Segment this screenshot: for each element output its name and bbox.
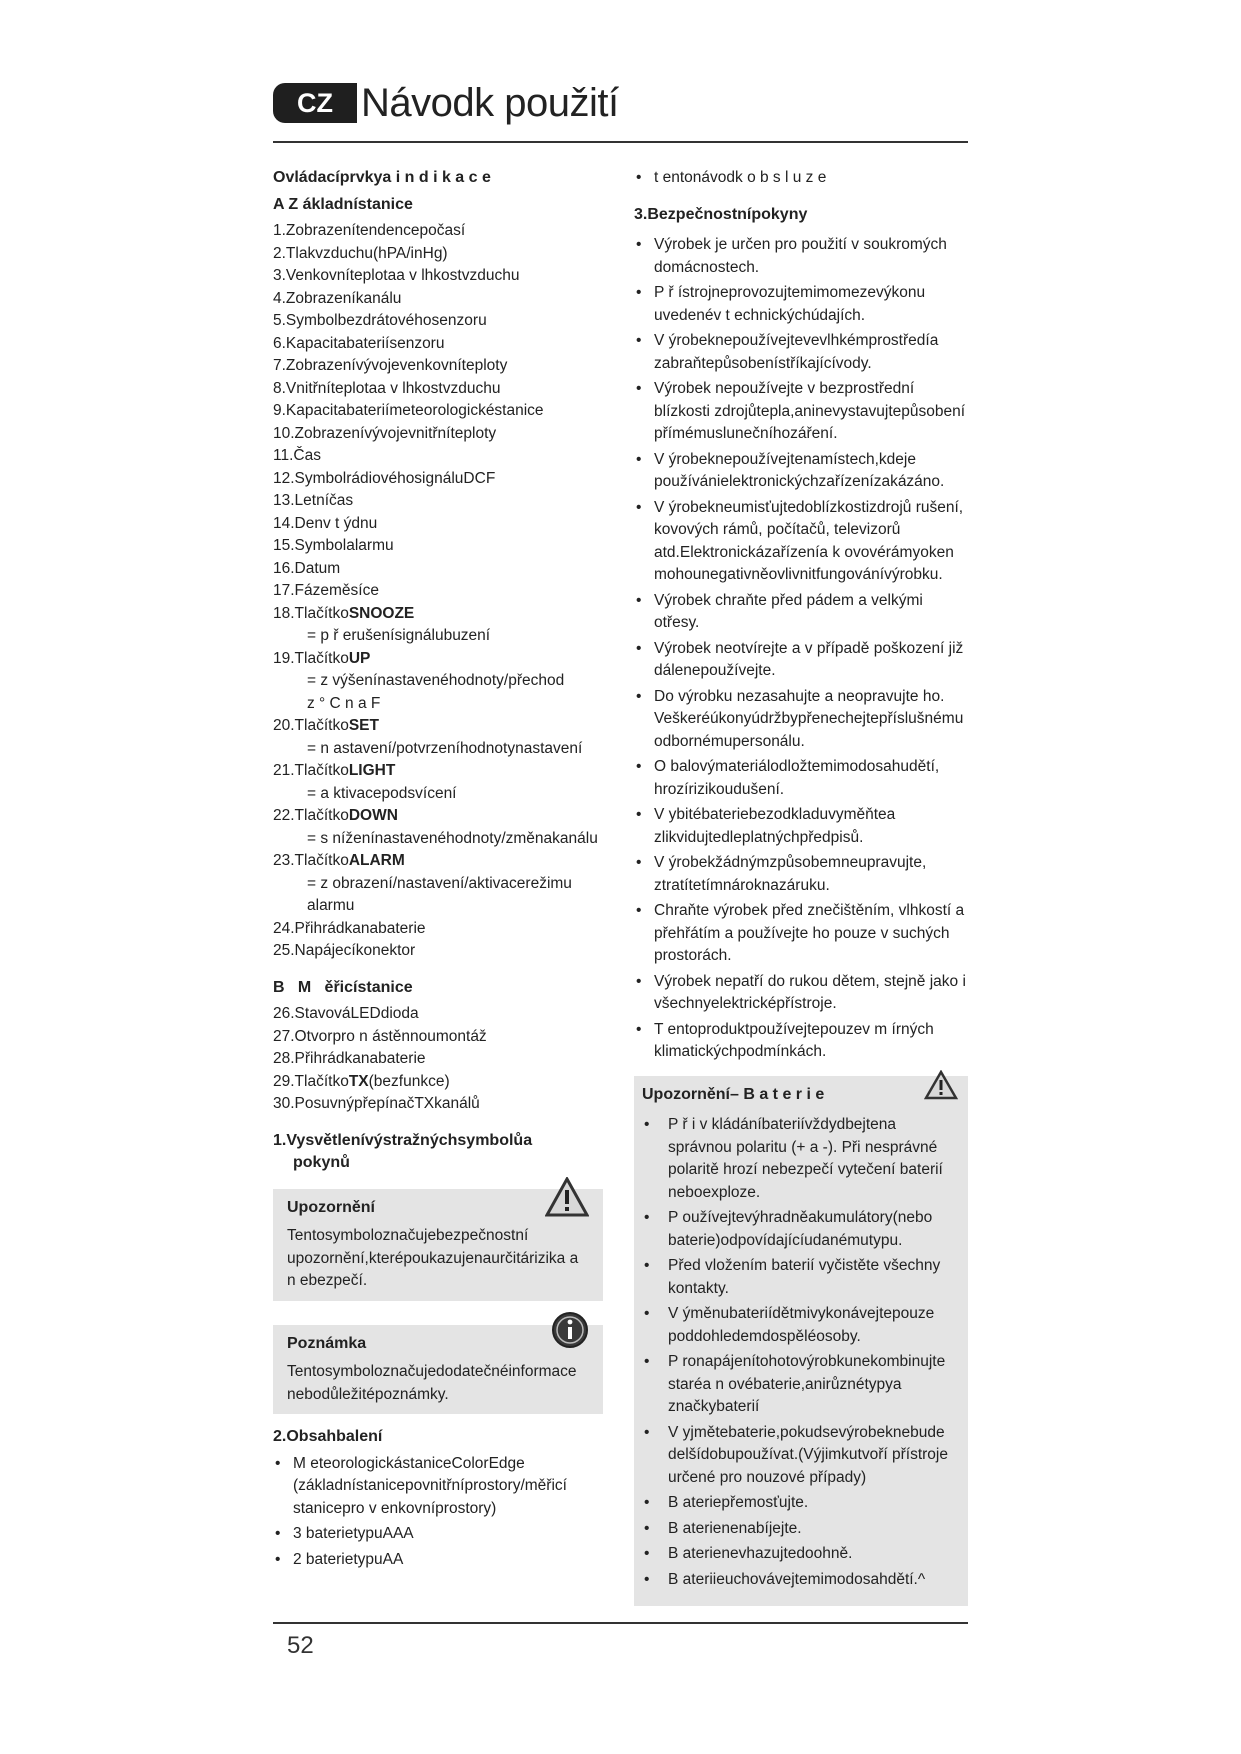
list-item: 9.Kapacitabateriímeteorologickéstanice [273,402,544,419]
list-item: • M eteorologickástaniceColorEdge (základnístanicepovnitřníprostory/měřicí stanicepro v enkovníprostory) [273,1453,603,1521]
warning-title: Upozornění [287,1198,375,1216]
list-item: 5.Symbolbezdrátovéhosenzoru [273,312,487,329]
list-item: • B ateriepřemosťujte. [642,1492,958,1515]
list-item: • Výrobek nepoužívejte v bezprostřední blízkosti zdrojůtepla,aninevystavujtepůsobení přímémuslunečníhozáření. [634,378,968,446]
button-item-alarm: 23.TlačítkoALARM [273,852,405,869]
page-number: 52 [287,1632,314,1659]
list-item: • V ybitébateriebezodkladuvyměňtea zlikvidujtedleplatnýchpředpisů. [634,804,968,849]
page-header [273,82,619,124]
battery-warning-title: Upozornění– B a t e r i e [642,1085,825,1103]
header-rule [273,141,968,143]
list-item: • T entoproduktpoužívejtepouzev m írných klimatickýchpodmínkách. [634,1019,968,1064]
list-item: • Do výrobku nezasahujte a neopravujte ho. Veškeréúkonyúdržbypřenechejtepříslušnému odbornémupersonálu. [634,686,968,754]
button-desc: = s níženínastavenéhodnoty/změnakanálu [307,829,598,847]
button-item-down: 22.TlačítkoDOWN [273,807,398,824]
list-item: • B aterienevhazujtedoohně. [642,1543,958,1566]
button-item-set: 20.TlačítkoSET [273,717,379,734]
list-item: 1.Zobrazenítendencepočasí [273,222,466,239]
button-desc: = z výšenínastavenéhodnoty/přechod [307,672,565,689]
list-item: • Výrobek neotvírejte a v případě poškození již dálenepoužívejte. [634,638,968,683]
warning-box [273,1189,603,1301]
info-icon [551,1311,589,1349]
safety-list [634,234,968,1064]
list-item: • Výrobek je určen pro použití v soukromých domácnostech. [634,234,968,279]
list-item: • P ronapájenítohotovýrobkunekombinujte staréa n ovébaterie,anirůznétypya značkybaterií [642,1351,958,1419]
package-contents-list [273,1453,603,1572]
list-item: • V ýrobekžádnýmzpůsobemneupravujte, ztratítetímnároknazáruku. [634,852,968,897]
list-item: • V ýrobekneumisťujtedoblízkostizdrojů rušení, kovových rámů, počítačů, televizorů atd.Elektronickázařízenía k ovovérámyoken mohounegativněovlivnitfungovánívýrobku. [634,497,968,587]
list-item: • V ýrobeknepoužívejtevevlhkémprostředía zabraňtepůsobenístříkajícívody. [634,330,968,375]
list-item: 2.Tlakvzduchu(hPA/inHg) [273,244,448,262]
package-contents-continued [634,167,968,190]
list-item: • V ýrobeknepoužívejtenamístech,kdeje používánielektronickýchzařízenízakázáno. [634,449,968,494]
footer-rule [273,1622,968,1624]
list-item: • B ateriieuchovávejtemimodosahdětí.^ [642,1569,958,1592]
list-item: 8.Vnitřníteplotaa v lhkostvzduchu [273,379,501,397]
list-item: 10.Zobrazenívývojevnitřníteploty [273,424,497,442]
list-item: 11.Čas [273,447,321,464]
battery-warning-box [634,1076,968,1607]
list-item: 4.Zobrazeníkanálu [273,289,402,307]
language-badge: CZ [273,83,357,123]
list-item: • t entonávodk o b s l u z e [634,167,968,190]
list-item: • P ř ístrojneprovozujtemimomezevýkonu uvedenév t echnickýchúdajích. [634,282,968,327]
list-item: • Výrobek nepatří do rukou dětem, stejně jako i všechnyelektricképřístroje. [634,971,968,1016]
list-item: • B aterienenabíjejte. [642,1518,958,1541]
list-item: • Před vložením baterií vyčistěte všechny kontakty. [642,1255,958,1300]
list-item: • V yjmětebaterie,pokudsevýrobeknebude delšídobupoužívat.(Výjimkutvoří přístroje určené pro nouzové případy) [642,1422,958,1490]
warning-triangle-icon [924,1070,958,1100]
list-item: • V ýměnubateriídětmivykonávejtepouze poddohledemdospěléosoby. [642,1303,958,1348]
list-item: 27.Otvorpro n ástěnnoumontáž [273,1027,487,1045]
list-item: • Chraňte výrobek před znečištěním, vlhkostí a přehřátím a používejte ho pouze v suchých prostorách. [634,900,968,968]
note-box [273,1325,603,1415]
list-item: 24.Přihrádkanabaterie [273,919,426,937]
warning-triangle-icon [545,1177,589,1217]
sensor-list [273,1003,603,1116]
button-desc: z ° C n a F [307,694,381,712]
list-item: • Výrobek chraňte před pádem a velkými otřesy. [634,590,968,635]
button-item-snooze: 18.TlačítkoSNOOZE [273,604,415,622]
list-item: 15.Symbolalarmu [273,537,394,554]
section-1-heading: 1.Vysvětlenívýstražnýchsymbolůa pokynů [273,1131,533,1171]
note-text: Tentosymboloznačujedodatečnéinformace nebodůležitépoznámky. [287,1363,577,1403]
list-item: 3.Venkovníteplotaa v lhkostvzduchu [273,267,520,284]
list-item: 13.Letníčas [273,492,354,509]
left-column [273,167,603,1574]
base-station-list [273,220,603,963]
list-item: • P ř i v kládáníbateriívždydbejtena správnou polaritu (+ a -). Při nesprávné polaritě hrozí nebezpečí vytečení baterií neboexploze. [642,1114,958,1204]
note-title: Poznámka [287,1334,367,1352]
warning-text: Tentosymboloznačujebezpečnostní upozornění,kterépoukazujenaurčitárizika a n ebezpečí. [287,1227,579,1289]
list-item: 30.PosuvnýpřepínačTXkanálů [273,1095,480,1112]
button-desc: = p ř erušenísignálubuzení [307,627,491,644]
list-item: 25.Napájecíkonektor [273,942,416,959]
list-item: 28.Přihrádkanabaterie [273,1050,426,1067]
button-desc: alarmu [307,897,355,914]
list-item: 12.SymbolrádiovéhosignáluDCF [273,469,496,487]
list-item: 6.Kapacitabateriísenzoru [273,334,445,352]
button-desc: = z obrazení/nastavení/aktivacerežimu [307,874,572,892]
base-station-heading: A Z ákladnístanice [273,195,413,213]
button-item-light: 21.TlačítkoLIGHT [273,762,396,779]
controls-heading: Ovládacíprvkya i n d i k a c e [273,169,491,186]
section-3-heading: 3.Bezpečnostnípokyny [634,205,808,223]
sensor-heading: B M ěřicístanice [273,978,413,996]
list-item: 14.Denv t ýdnu [273,514,378,532]
battery-list [642,1114,958,1591]
list-item: 26.StavováLEDdioda [273,1005,419,1022]
list-item: • O balovýmateriálodložtemimodosahudětí, hrozírizikoudušení. [634,756,968,801]
list-item: • 3 baterietypuAAA [273,1523,603,1546]
button-item-up: 19.TlačítkoUP [273,649,371,667]
button-item-tx: 29.TlačítkoTX(bezfunkce) [273,1072,450,1090]
button-desc: = n astavení/potvrzeníhodnotynastavení [307,739,583,757]
list-item: • 2 baterietypuAA [273,1549,603,1572]
section-2-heading: 2.Obsahbalení [273,1428,383,1445]
list-item: • P oužívejtevýhradněakumulátory(nebo baterie)odpovídajícíudanémutypu. [642,1207,958,1252]
page-title: Návodk použití [361,80,619,125]
list-item: 16.Datum [273,559,341,577]
right-column [634,167,968,1606]
button-desc: = a ktivacepodsvícení [307,784,457,802]
list-item: 17.Fázeměsíce [273,582,379,599]
list-item: 7.Zobrazenívývojevenkovníteploty [273,357,508,374]
